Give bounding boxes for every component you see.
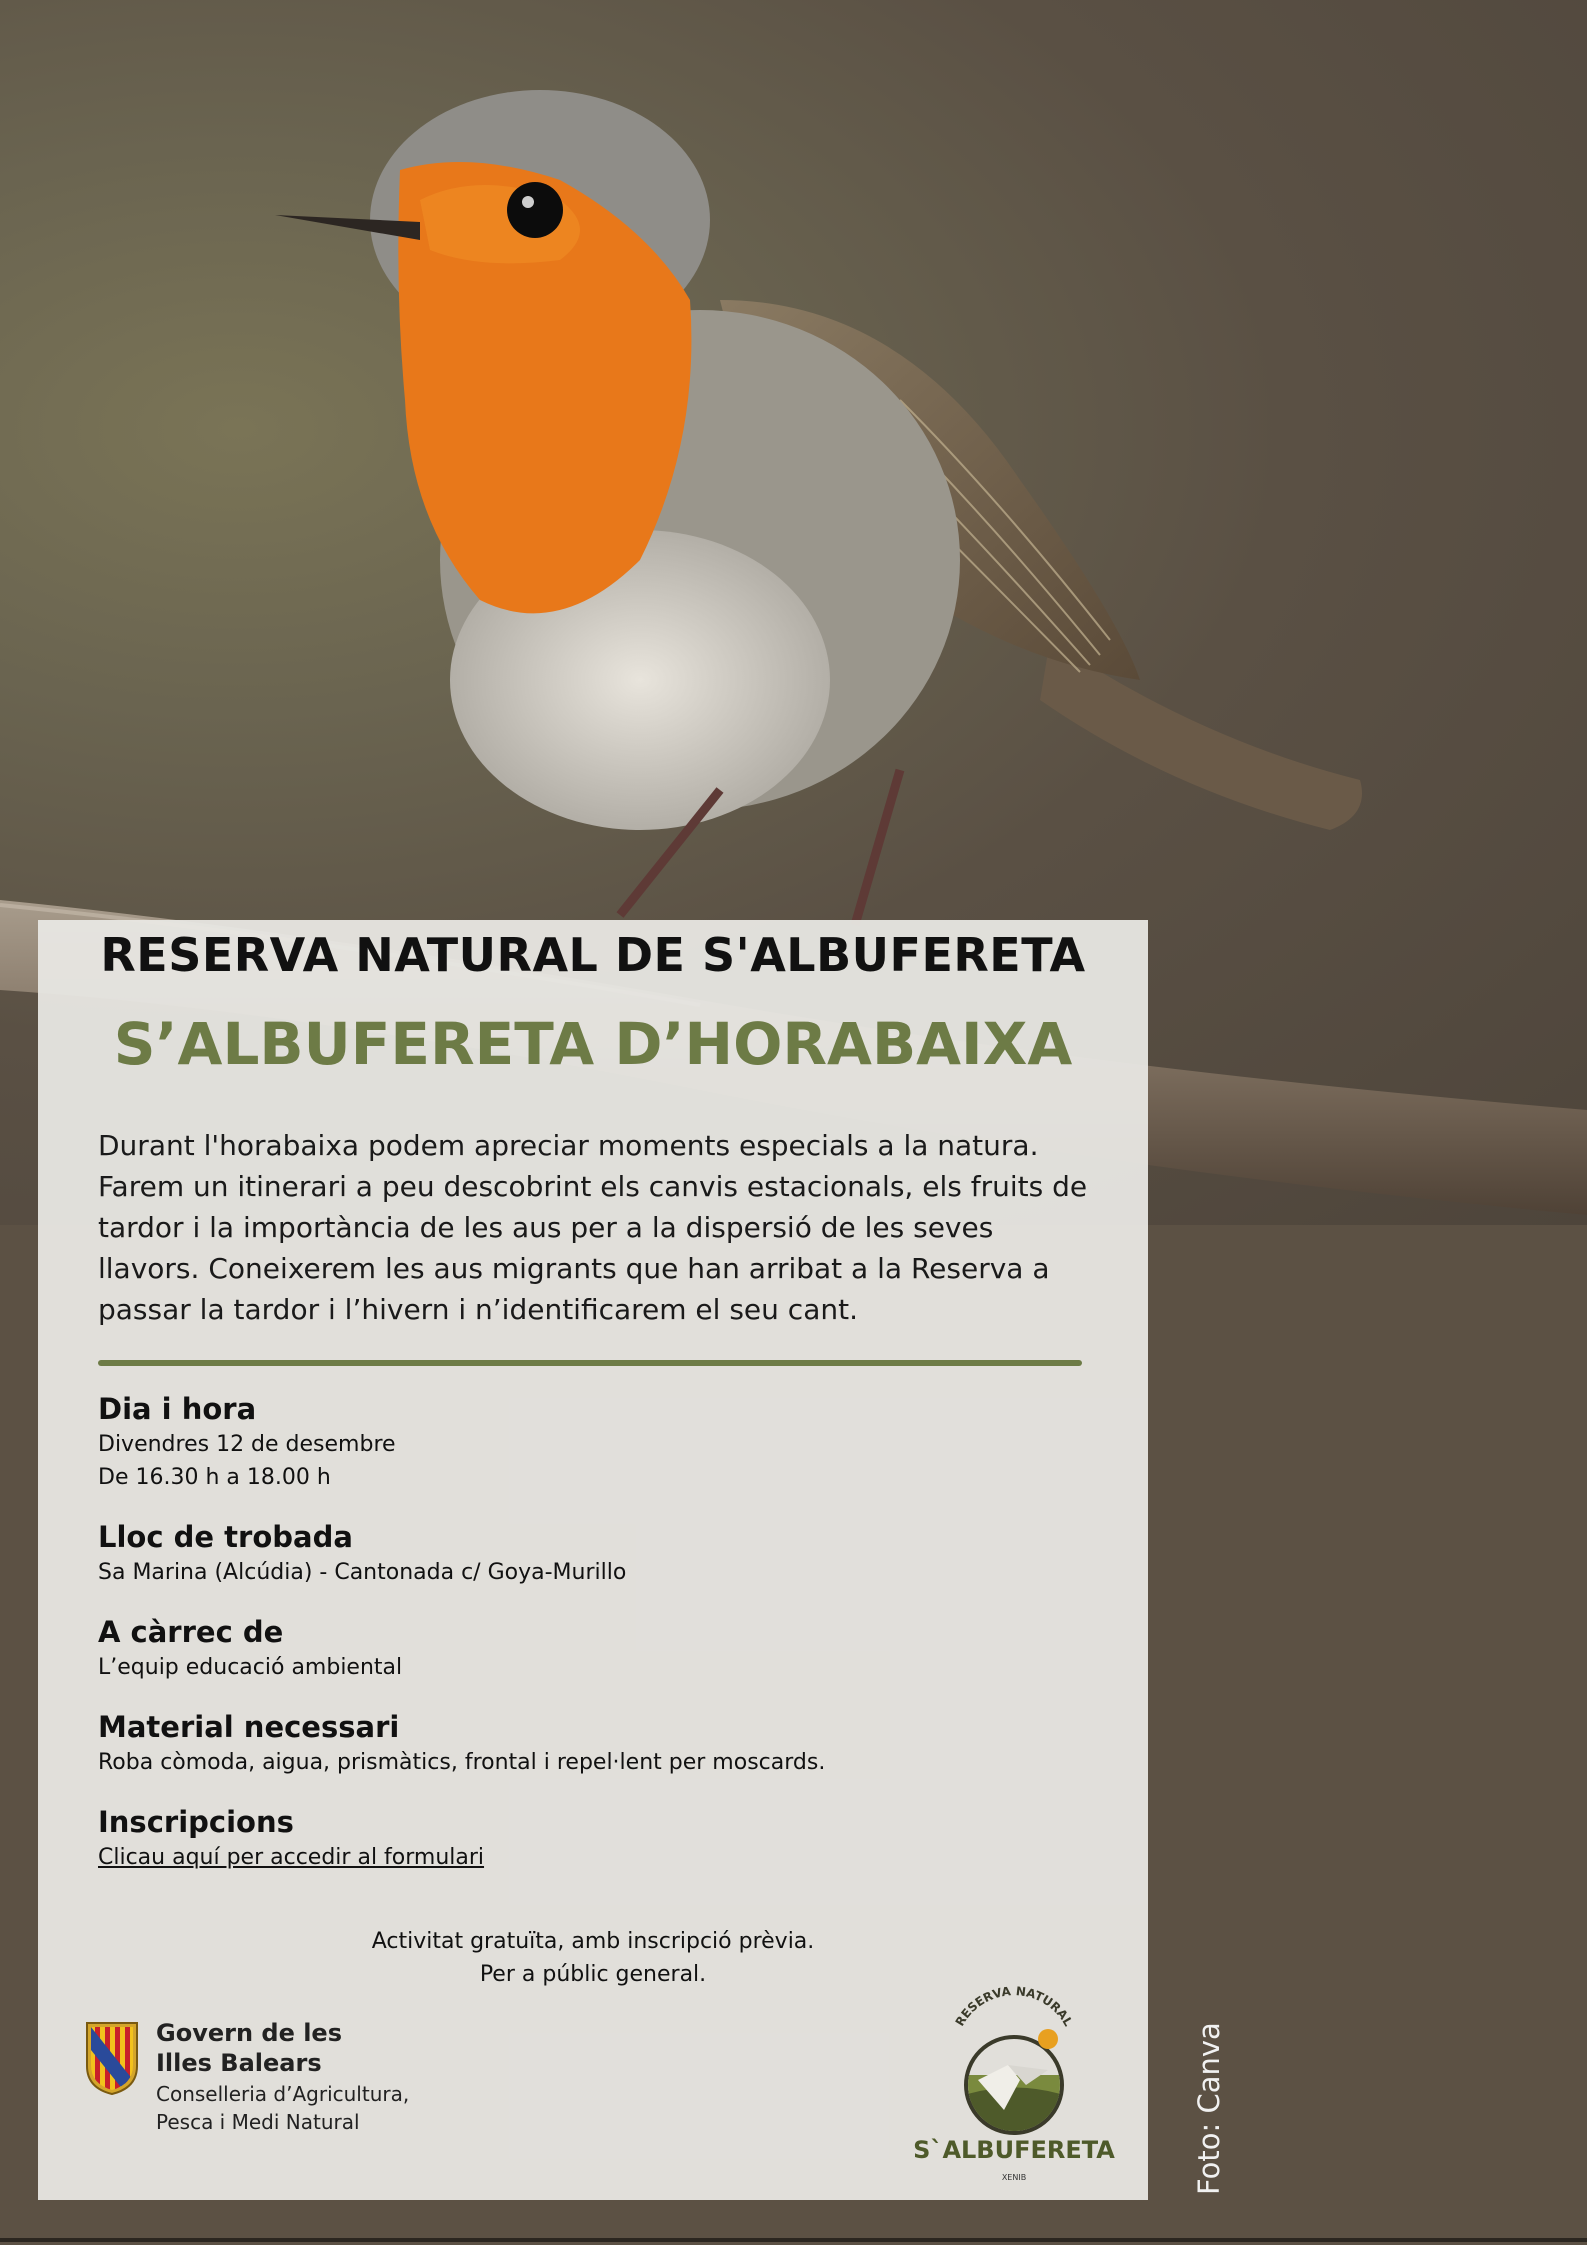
- date-text: Divendres 12 de desembre: [98, 1432, 396, 1457]
- info-panel: [38, 920, 1148, 2200]
- govern-line: Illes Balears: [156, 2049, 322, 2077]
- section-heading: Lloc de trobada: [98, 1520, 353, 1554]
- govern-name: [156, 2018, 342, 2078]
- section-signup: [98, 1803, 1098, 1874]
- meeting-point-text: Sa Marina (Alcúdia) - Cantonada c/ Goya-Murillo: [98, 1560, 627, 1585]
- govern-line: Govern de les: [156, 2019, 342, 2047]
- reserve-small-text: XENIB: [1001, 2173, 1027, 2182]
- coat-of-arms-icon: [84, 2020, 140, 2096]
- section-material: [98, 1708, 1098, 1779]
- divider: [98, 1360, 1082, 1366]
- guide-text: L’equip educació ambiental: [98, 1655, 403, 1680]
- section-heading: Inscripcions: [98, 1805, 294, 1839]
- event-title: S’ALBUFERETA D’HORABAIXA: [113, 1010, 1073, 1078]
- section-guide: [98, 1613, 1098, 1684]
- govern-logo: [84, 2018, 444, 2158]
- section-heading: Material necessari: [98, 1710, 400, 1744]
- time-text: De 16.30 h a 18.00 h: [98, 1465, 331, 1490]
- note-line: Per a públic general.: [479, 1962, 707, 1987]
- material-text: Roba còmoda, aigua, prismàtics, frontal i repel·lent per moscards.: [98, 1750, 826, 1775]
- section-date: [98, 1390, 1098, 1494]
- svg-text:RESERVA NATURAL: [953, 1984, 1076, 2029]
- reserve-logo-icon: [908, 1970, 1118, 2190]
- signup-form-link[interactable]: Clicau aquí per accedir al formulari: [98, 1845, 485, 1870]
- bottom-border: [0, 2238, 1587, 2242]
- reserve-name: S`ALBUFERETA: [913, 2136, 1115, 2164]
- conselleria-line: Pesca i Medi Natural: [156, 2110, 360, 2134]
- note-line: Activitat gratuïta, amb inscripció prèvia.: [371, 1929, 815, 1954]
- section-heading: A càrrec de: [98, 1615, 284, 1649]
- reserve-title: RESERVA NATURAL DE S'ALBUFERETA: [100, 928, 1086, 982]
- section-meeting-point: [98, 1518, 1098, 1589]
- section-heading: Dia i hora: [98, 1392, 257, 1426]
- reserve-logo: [908, 1970, 1118, 2190]
- conselleria-name: [156, 2080, 409, 2136]
- event-description: Durant l'horabaixa podem apreciar moments especials a la natura. Farem un itinerari a peu descobrint els canvis estacionals, els fruits de tardor i la importància de les aus per a la dispersió de les seves llavors. Coneixerem les aus migrants que han arribat a la Reserva a passar la tardor i l’hivern i n’identificarem el seu cant.: [98, 1129, 1088, 1326]
- reserve-arc-text: RESERVA NATURAL: [952, 1984, 1076, 2029]
- photo-credit: Foto: Canva: [1192, 2022, 1226, 2195]
- conselleria-line: Conselleria d’Agricultura,: [156, 2082, 410, 2106]
